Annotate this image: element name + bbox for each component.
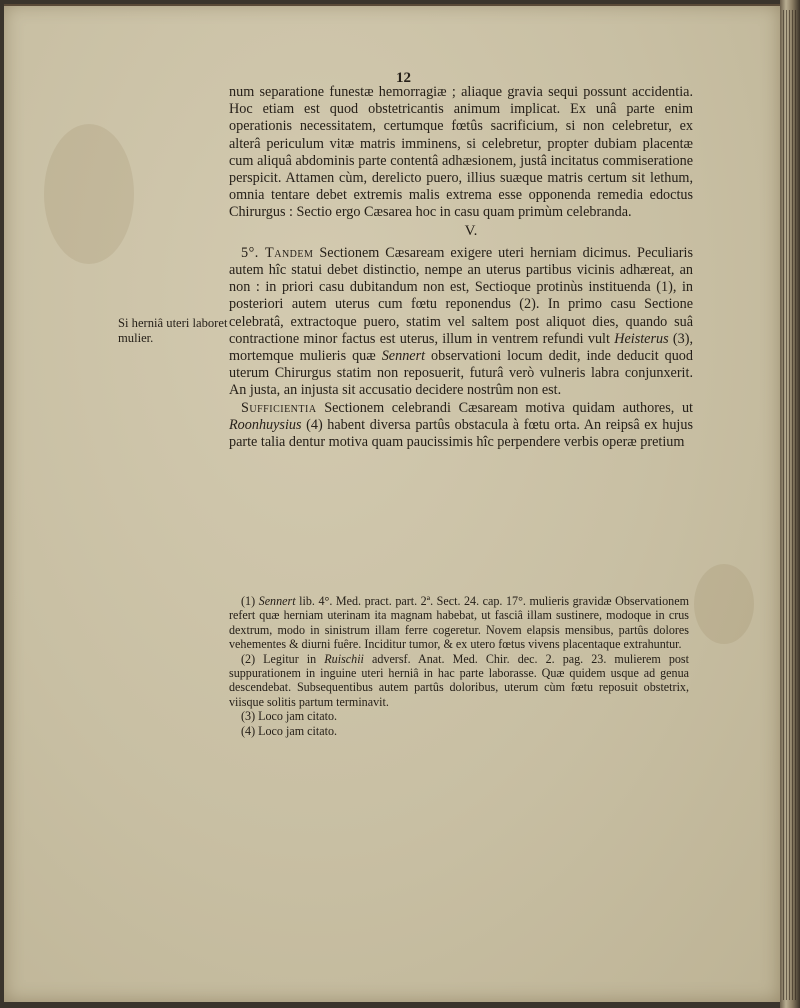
- footnote-label: (2) Legitur in: [241, 651, 325, 666]
- paragraph-continuation: num separatione funestæ hemorragiæ ; aliaque gravia sequi possunt accidentia. Hoc etiam est quod obstetricantis animum implicat. Ex unâ parte enim operationis necessitatem, certumque fœtûs sacrificium, si non celebretur, ex alterâ periculum vitæ matris imminens, si celebretur, propter dubiam placentæ cum aliquâ abdominis parte contentâ adhæsionem, justâ incitatus commiseratione perspicit. Attamen cùm, derelicto puero, illius suæque matris certum sit lethum, omnia tentare debet extremis malis extrema esse opponenda remedia edoctus Chirurgus : Sectio ergo Cæsarea hoc in casu quam primùm celebranda.: [229, 84, 693, 221]
- author-name: Heisterus: [614, 330, 669, 347]
- author-name: Roonhuysius: [229, 416, 302, 433]
- paragraph-text: observationi locum dedit, inde deducit quod uterum Chirurgus statim non reposuerit, futurâ verò vulneris labra conjunxerit. An justa, an injusta sit accusatio decidere nostrûm non est.: [229, 348, 693, 399]
- footnote-label: (3) Loco jam citato.: [241, 709, 338, 724]
- footnote-label: (1): [241, 594, 259, 608]
- paragraph-sufficientia: [229, 400, 693, 452]
- page-stack-lines: [783, 10, 797, 1000]
- footnote: [229, 709, 689, 723]
- marginal-note: Si herniâ uteri laboret mulier.: [118, 316, 228, 345]
- footnote: [229, 652, 689, 710]
- author-name: Sennert: [381, 348, 426, 365]
- top-edge: [4, 4, 780, 6]
- paragraph-text: Sectionem celebrandi Cæsaream motiva quidam authores, ut: [316, 399, 693, 416]
- section-heading: V.: [464, 222, 478, 239]
- paper-stain: [44, 124, 134, 264]
- footnote-label: (4) Loco jam citato.: [241, 723, 338, 738]
- paragraph-text: (3), mortemque mulieris quæ: [229, 330, 694, 365]
- main-text: [229, 84, 693, 451]
- section-lead: 5°. Tandem: [241, 244, 314, 261]
- paper-stain: [694, 564, 754, 644]
- author-name: Ruischii: [324, 651, 364, 666]
- paragraph-text: Sectionem Cæsaream exigere uteri herniam dicimus. Peculiaris autem hîc statui debet distinctio, nempe an uterus partibus vicinis adhæreat, an non : in priori casu dubitandum non est, Sectioque protinùs instituenda (1), in posteriori autem uterus cum fœtu reponendus (2). In primo casu Sectione celebratâ, extractoque puero, statim vel saltem post aliquot dies, quando suâ contractione minor factus est uterus, illum in ventrem refundi vult: [229, 244, 693, 347]
- footnote: [229, 594, 689, 652]
- author-name: Sennert: [258, 594, 296, 608]
- footnote-text: lib. 4°. Med. pract. part. 2ª. Sect. 24. cap. 17°. mulieris gravidæ Observationem refert quæ herniam uterinam ita magnam habebat, ut fasciâ illam sustinere, modoque in crus dextrum, modo in sinistrum illam ferre cogeretur. Novem elapsis mensibus, partûs dolores vehementes & diurni fuêre. Inciditur tumor, & ex utero fœtus vivens placentaque extrahuntur.: [229, 594, 690, 652]
- footnote-text: adversf. Anat. Med. Chir. dec. 2. pag. 23. mulierem post suppurationem in inguine uteri herniâ in hac parte laborasse. Quæ quidem usque ad genua descendebat. Subsequentibus autem partûs doloribus, uterum cùm fœtu reposuit obstetrix, viisque solitis partum terminavit.: [229, 651, 689, 709]
- footnotes: [229, 594, 689, 738]
- paragraph-section-v: [229, 245, 693, 400]
- page-number: 12: [396, 70, 411, 86]
- footnote: [229, 724, 689, 738]
- section-lead: Sufficientia: [241, 399, 317, 416]
- paragraph-text: (4) habent diversa partûs obstacula à fœtu orta. An reipsâ ex hujus parte talia dentur motiva quam paucissimis hîc perpendere verbis operæ pretium: [229, 416, 693, 451]
